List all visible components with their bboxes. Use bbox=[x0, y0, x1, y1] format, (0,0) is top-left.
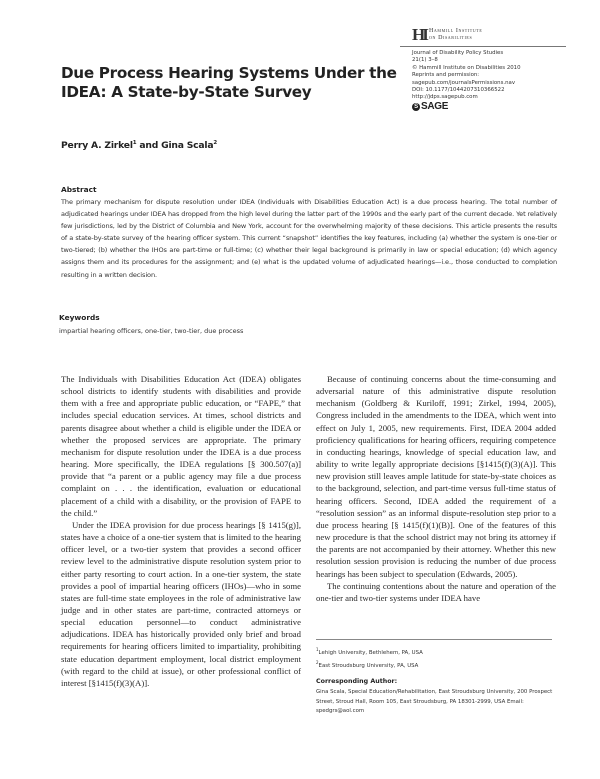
reprints-label: Reprints and permission: bbox=[412, 72, 480, 79]
keywords-heading: Keywords bbox=[59, 313, 100, 322]
publication-info bbox=[412, 50, 521, 111]
body-column-left bbox=[61, 373, 301, 689]
body-paragraph: The Individuals with Disabilities Education Act (IDEA) obligates school districts to identify students with disabilities and provide them with a free and appropriate public education, or “FAPE,” that includes special education services. At times, school districts and parents disagree about whether a child is eligible under the IDEA or whether the proposed services are appropriate. The primary mechanism for dispute resolution under the IDEA is a due process hearing. More specifically, the IDEA regulations [§ 300.507(a)] provide that “a parent or a public agency may file a due process complaint on . . . the identification, evaluation or educational placement of a child with a disability, or the provision of FAPE to the child.” bbox=[61, 374, 301, 518]
author-affiliation-marker: 2 bbox=[213, 140, 218, 146]
hammill-institute-logo bbox=[412, 25, 572, 44]
keywords-list: impartial hearing officers, one-tier, two-tier, due process bbox=[59, 327, 244, 335]
hi-logo-icon: HI bbox=[412, 25, 426, 44]
author-name: Gina Scala bbox=[161, 140, 214, 152]
affiliation-item bbox=[316, 658, 423, 671]
journal-name: Journal of Disability Policy Studies bbox=[412, 50, 504, 56]
affiliation-text: East Stroudsburg University, PA, USA bbox=[318, 662, 419, 669]
corresponding-author-heading: Corresponding Author: bbox=[316, 678, 398, 685]
logo-line-1: Hammill Institute bbox=[429, 28, 483, 34]
sage-wordmark: SAGE bbox=[421, 101, 449, 113]
affiliation-item bbox=[316, 645, 423, 658]
reprints-link[interactable]: sagepub.com/journalsPermissions.nav bbox=[412, 79, 516, 86]
footnote-divider bbox=[316, 639, 552, 640]
corresponding-author-details: Gina Scala, Special Education/Rehabilitation, East Stroudsburg University, 200 Prospect Street, Stroud Hall, Room 105, East Stroudsburg, PA 18301-2999, USA Email: spedgrs@aol.com bbox=[316, 689, 553, 715]
author-affiliation-marker: 1 bbox=[132, 140, 137, 146]
affiliation-marker: 2 bbox=[316, 659, 319, 665]
author-joiner: and bbox=[136, 140, 162, 152]
author-name: Perry A. Zirkel bbox=[61, 140, 133, 152]
abstract-heading: Abstract bbox=[61, 185, 97, 194]
sage-logo bbox=[412, 103, 521, 111]
body-paragraph: Because of continuing concerns about the time-consuming and adversarial nature of this administrative dispute resolution mechanism (Goldberg & Kuriloff, 1991; Zirkel, 1994, 2005), Congress included in the amendments to the IDEA, which went into effect on July 1, 2005, new requirements. First, IDEA 2004 added proficiency qualifications for hearing officers, requiring competence in conducting hearings, knowledge of special education law, and ability to write legally appropriate decisions [§1415(f)(3)(A)]. This new provision still leaves ample latitude for state-by-state choices as to the background, selection, and part-time versus full-time status of hearing officers. Second, IDEA added the requirement of a “resolution session” as an informal dispute-resolution step prior to a due process hearing [§ 1415(f)(1)(B)]. One of the features of this new procedure is that the school district may not bring its attorney if the parents are not accompanied by their attorney. Whether this new resolution session provision is reducing the number of due process hearings has been subject to speculation (Edwards, 2005). bbox=[316, 374, 556, 579]
body-paragraph: The continuing contentions about the nature and operation of the one-tier and two-tier systems under IDEA have bbox=[316, 580, 556, 603]
publisher-block bbox=[412, 25, 572, 113]
publisher-divider bbox=[400, 46, 566, 47]
journal-url[interactable]: http://jdps.sagepub.com bbox=[412, 94, 478, 101]
article-title: Due Process Hearing Systems Under the IDEA: A State-by-State Survey bbox=[61, 64, 397, 101]
author-list bbox=[61, 140, 217, 151]
abstract-text: The primary mechanism for dispute resolution under IDEA (Individuals with Disabilities Education Act) is a due process hearing. The total number of adjudicated hearings under IDEA has dropped from the high level during the latter part of the 1990s and the early part of the current decade. Yet relatively few jurisdictions, led by the District of Columbia and New York, account for the overwhelming majority of these decisions. This article presents the results of a state-by-state survey of the hearing officer system. This current “snapshot” identifies the key features, including (a) whether the system is one-tier or two-tiered; (b) whether the IHOs are part-time or full-time; (c) whether their legal background is primarily in law or special education; (d) which agency assigns them and its procedures for the assignment; and (e) what is the updated volume of adjudicated hearings—i.e., those conducted to completion resulting in a written decision. bbox=[61, 198, 557, 279]
affiliation-marker: 1 bbox=[316, 647, 319, 652]
doi[interactable]: DOI: 10.1177/1044207310366522 bbox=[412, 87, 505, 94]
affiliation-text: Lehigh University, Bethlehem, PA, USA bbox=[318, 649, 423, 656]
copyright: © Hammill Institute on Disabilities 2010 bbox=[412, 64, 521, 71]
affiliations bbox=[316, 645, 423, 671]
body-column-right bbox=[316, 373, 556, 604]
volume-pages: 21(1) 3–8 bbox=[412, 57, 438, 64]
logo-line-2: on Disabilities bbox=[429, 35, 473, 41]
sage-s-icon: S bbox=[412, 103, 420, 111]
body-paragraph: Under the IDEA provision for due process hearings [§ 1415(g)], states have a choice of a one-tier system that is limited to the hearing officer level, or a two-tier system that provides a second officer review level to the administrative dispute resolution system prior to either party resorting to court action. In a one-tier system, the state provides a pool of impartial hearing officers (IHOs)—who in some states are full-time state employees in the role of administrative law judge and in other states are part-time, contracted attorneys or special education personnel—to conduct administrative adjudications. IDEA has historically provided only brief and broad requirements for hearing officers limited to impartiality, prohibiting state education department employment, local district employment (with regard to the child at issue), or other professional conflict of interest [§1415(f)(3)(A)]. bbox=[61, 519, 301, 688]
